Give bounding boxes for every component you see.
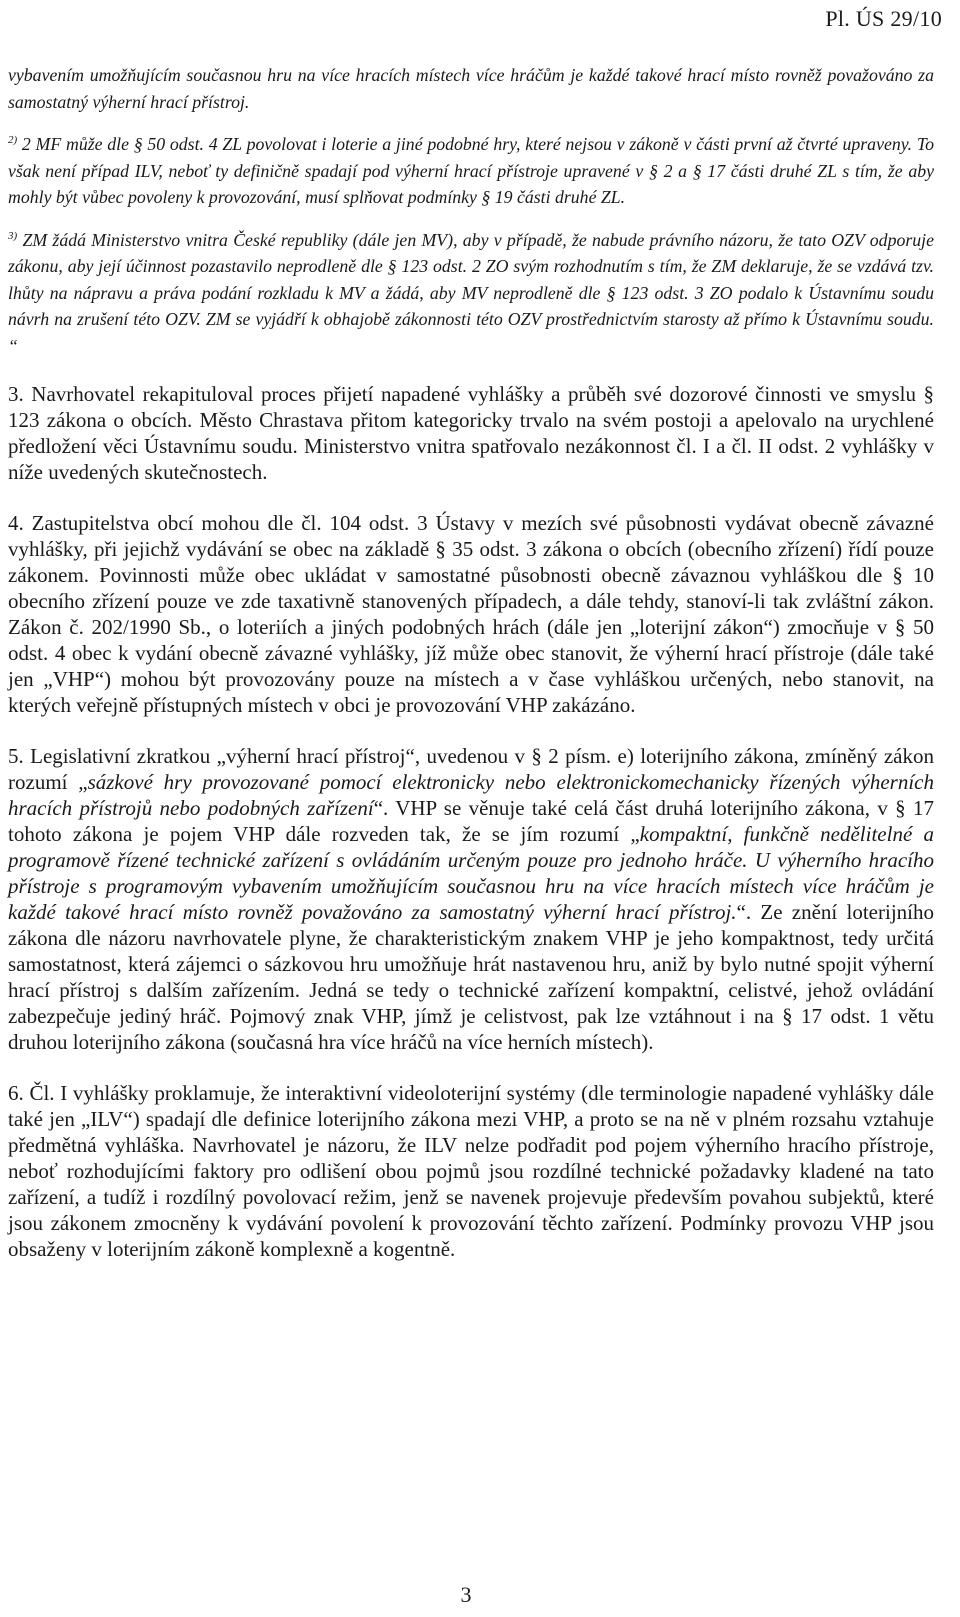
- quoted-definition: kompaktní, funkčně nedělitelné a programově řízené technické zařízení s ovládáním určeným pouze pro jednoho hráče. U výherního hracího přístroje s programovým vybavením umožňujícím současnou hru na více hracích místech více hráčům je každé takové hrací místo rovněž považováno za samostatný výherní hrací přístroj.: [8, 822, 934, 924]
- paragraph-text: “. Ze znění loterijního zákona dle názoru navrhovatele plyne, že charakteristickým znakem VHP je jeho kompaktnost, tedy určitá samostatnost, která zájemci o sázkovou hru umožňuje hrát nastavenou hru, aniž by bylo nutné spojit výherní hrací přístroj s dalším zařízením. Jedná se tedy o technické zařízení kompaktní, celistvé, jehož ovládání zabezpečuje jediný hráč. Pojmový znak VHP, jímž je celistvost, pak lze vztáhnout i na § 17 odst. 1 větu druhou loterijního zákona (současná hra více hráčů na více herních místech).: [8, 900, 934, 1054]
- footnote-continuation: [8, 62, 934, 115]
- paragraph-text: “. VHP se věnuje také celá část druhá loterijního zákona, v § 17 tohoto zákona je pojem VHP dále rozveden tak, že se jím rozumí „: [8, 796, 934, 846]
- document-body: [8, 62, 934, 1262]
- footnote-marker: 2): [8, 134, 18, 147]
- paragraph-4: 4. Zastupitelstva obcí mohou dle čl. 104 odst. 3 Ústavy v mezích své působnosti vydávat obecně závazné vyhlášky, při jejichž vydávání se obec na základě § 35 odst. 3 zákona o obcích (obecního zřízení) řídí pouze zákonem. Povinnosti může obec ukládat v samostatné působnosti obecně závaznou vyhláškou dle § 10 obecního zřízení pouze ve zde taxativně stanovených případech, a dále tehdy, stanoví-li tak zvláštní zákon. Zákon č. 202/1990 Sb., o loteriích a jiných podobných hrách (dále jen „loterijní zákon“) zmocňuje v § 50 odst. 4 obec k vydání obecně závazné vyhlášky, jíž může obec stanovit, že výherní hrací přístroje (dále také jen „VHP“) mohou být provozovány pouze na místech a v čase vyhláškou určených, nebo stanovit, na kterých veřejně přístupných místech v obci je provozování VHP zakázáno.: [8, 511, 934, 717]
- footnote-marker: 3): [8, 229, 18, 242]
- case-reference: Pl. ÚS 29/10: [825, 6, 942, 31]
- quoted-definition: sázkové hry provozované pomocí elektronicky nebo elektronickomechanicky řízených výherních hracích přístrojů nebo podobných zařízení: [8, 770, 935, 820]
- page-number: 3: [460, 1582, 472, 1607]
- paragraph-3: 3. Navrhovatel rekapituloval proces přijetí napadené vyhlášky a průběh své dozorové činnosti ve smyslu § 123 zákona o obcích. Město Chrastava přitom kategoricky trvalo na svém postoji a apelovalo na urychlené předložení věci Ústavnímu soudu. Ministerstvo vnitra spatřovalo nezákonnost čl. I a čl. II odst. 2 vyhlášky v níže uvedených skutečnostech.: [8, 382, 934, 484]
- footnote-text: 2 MF může dle § 50 odst. 4 ZL povolovat i loterie a jiné podobné hry, které nejsou v zákoně v části první až čtvrté upraveny. To však není případ ILV, neboť ty definičně spadají pod výherní hrací přístroje upravené v § 2 a § 17 části druhé ZL s tím, že aby mohly být vůbec povoleny k provozování, musí splňovat podmínky § 19 části druhé ZL.: [8, 134, 934, 207]
- paragraph-5: [8, 743, 934, 1055]
- paragraph-text: 5. Legislativní zkratkou „výherní hrací přístroj“, uvedenou v § 2 písm. e) loterijního zákona, zmíněný zákon rozumí „: [8, 744, 934, 794]
- footnote-text: vybavením umožňujícím současnou hru na více hracích místech více hráčům je každé takové hrací místo rovněž považováno za samostatný výherní hrací přístroj.: [8, 65, 934, 112]
- footnote-3: [8, 227, 934, 360]
- paragraph-6: 6. Čl. I vyhlášky proklamuje, že interaktivní videoloterijní systémy (dle terminologie napadené vyhlášky dále také jen „ILV“) spadají dle definice loterijního zákona mezi VHP, a proto se na ně v plném rozsahu vztahuje předmětná vyhláška. Navrhovatel je názoru, že ILV nelze podřadit pod pojem výherního hracího přístroje, neboť rozhodujícími faktory pro odlišení obou pojmů jsou rozdílné technické požadavky kladené na tato zařízení, a tudíž i rozdílný povolovací režim, jenž se navenek projevuje především povahou subjektů, které jsou zákonem zmocněny k vydávání povolení k provozování těchto zařízení. Podmínky provozu VHP jsou obsaženy v loterijním zákoně komplexně a kogentně.: [8, 1081, 934, 1261]
- footnote-text: ZM žádá Ministerstvo vnitra České republiky (dále jen MV), aby v případě, že nabude právního názoru, že tato OZV odporuje zákonu, aby její účinnost pozastavilo neprodleně dle § 123 odst. 2 ZO svým rozhodnutím s tím, že ZM deklaruje, že se vzdává tzv. lhůty na nápravu a práva podání rozkladu k MV a žádá, aby MV neprodleně dle § 123 odst. 3 ZO podalo k Ústavnímu soudu návrh na zrušení této OZV. ZM se vyjádří k obhajobě zákonnosti této OZV prostřednictvím starosty až přímo k Ústavnímu soudu. “: [8, 229, 934, 356]
- footnote-2: [8, 131, 934, 211]
